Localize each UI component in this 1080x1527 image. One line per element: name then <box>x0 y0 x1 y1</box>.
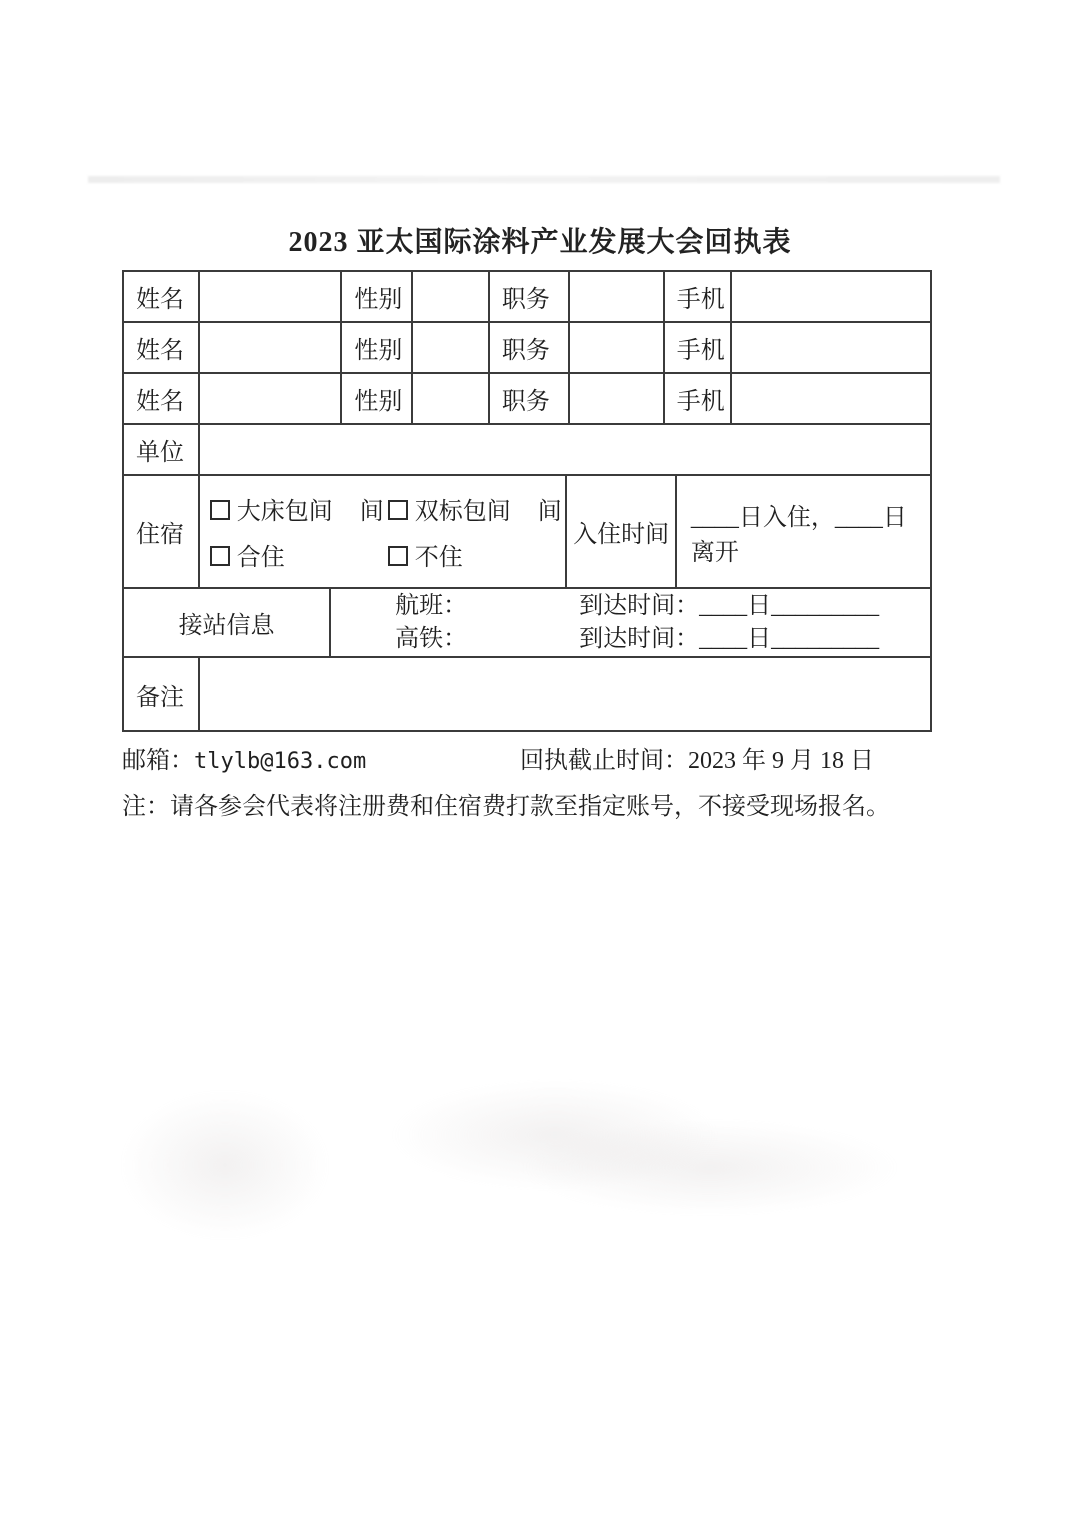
name-field[interactable] <box>200 272 343 321</box>
pickup-info-label: 接站信息 <box>124 589 331 656</box>
checkbox-icon[interactable] <box>388 500 408 520</box>
gender-label: 性别 <box>342 323 413 372</box>
checkin-time-field[interactable]: ____日入住，____日离开 <box>690 504 907 566</box>
position-field[interactable] <box>570 272 664 321</box>
unit-row <box>124 425 930 476</box>
gender-field[interactable] <box>413 323 490 372</box>
option-kingbed-room[interactable] <box>210 491 388 526</box>
mobile-field[interactable] <box>732 272 930 321</box>
position-label: 职务 <box>490 374 571 423</box>
position-field[interactable] <box>570 323 664 372</box>
scan-artifact <box>120 1090 330 1240</box>
mobile-label: 手机 <box>665 374 732 423</box>
gender-label: 性别 <box>342 374 413 423</box>
reply-form-table <box>122 270 932 732</box>
pickup-info-field <box>331 589 930 656</box>
option-no-stay[interactable] <box>388 537 566 572</box>
name-field[interactable] <box>200 323 343 372</box>
option-label: 双标包间 <box>414 499 511 525</box>
gender-label: 性别 <box>342 272 413 321</box>
mobile-label: 手机 <box>665 272 732 321</box>
mobile-label: 手机 <box>665 323 732 372</box>
option-twinbed-room[interactable] <box>388 491 566 526</box>
page-title: 2023 亚太国际涂料产业发展大会回执表 <box>288 227 792 258</box>
gender-field[interactable] <box>413 374 490 423</box>
footer-line <box>122 740 932 772</box>
mobile-field[interactable] <box>732 323 930 372</box>
accommodation-row <box>124 476 930 589</box>
position-field[interactable] <box>570 374 664 423</box>
name-label: 姓名 <box>124 374 200 423</box>
train-label: 高铁： <box>395 625 468 652</box>
unit-field[interactable] <box>200 425 930 474</box>
position-label: 职务 <box>490 272 571 321</box>
name-label: 姓名 <box>124 323 200 372</box>
position-label: 职务 <box>490 323 571 372</box>
remarks-label: 备注 <box>124 658 200 730</box>
email-label: 邮箱： <box>122 748 194 774</box>
checkin-time-label: 入住时间 <box>567 476 677 587</box>
mobile-field[interactable] <box>732 374 930 423</box>
train-arrival-field[interactable]: 到达时间：____日_________ <box>579 625 880 652</box>
reply-deadline: 回执截止时间：2023 年 9 月 18 日 <box>520 748 874 774</box>
option-label: 合住 <box>236 545 285 571</box>
option-label: 大床包间 <box>236 499 333 525</box>
name-label: 姓名 <box>124 272 200 321</box>
option-suffix: 间 <box>359 499 384 525</box>
email-value: tlylb@163.com <box>194 749 367 774</box>
email-line <box>122 740 366 775</box>
attendee-row <box>124 374 930 425</box>
gender-field[interactable] <box>413 272 490 321</box>
scan-artifact <box>88 176 1000 183</box>
name-field[interactable] <box>200 374 343 423</box>
attendee-row <box>124 323 930 374</box>
accommodation-options <box>200 476 568 587</box>
pickup-row <box>124 589 930 658</box>
scan-artifact <box>520 1120 900 1215</box>
attendee-row <box>124 272 930 323</box>
option-suffix: 间 <box>537 499 562 525</box>
option-label: 不住 <box>414 545 463 571</box>
checkbox-icon[interactable] <box>388 546 408 566</box>
checkbox-icon[interactable] <box>210 546 230 566</box>
remarks-field[interactable] <box>200 658 930 730</box>
option-share-room[interactable] <box>210 537 388 572</box>
flight-label: 航班： <box>395 592 468 619</box>
unit-label: 单位 <box>124 425 200 474</box>
note-text: 注：请各参会代表将注册费和住宿费打款至指定账号，不接受现场报名。 <box>122 794 890 820</box>
accommodation-label: 住宿 <box>124 476 200 587</box>
flight-arrival-field[interactable]: 到达时间：____日_________ <box>579 592 880 619</box>
remarks-row <box>124 658 930 730</box>
checkbox-icon[interactable] <box>210 500 230 520</box>
